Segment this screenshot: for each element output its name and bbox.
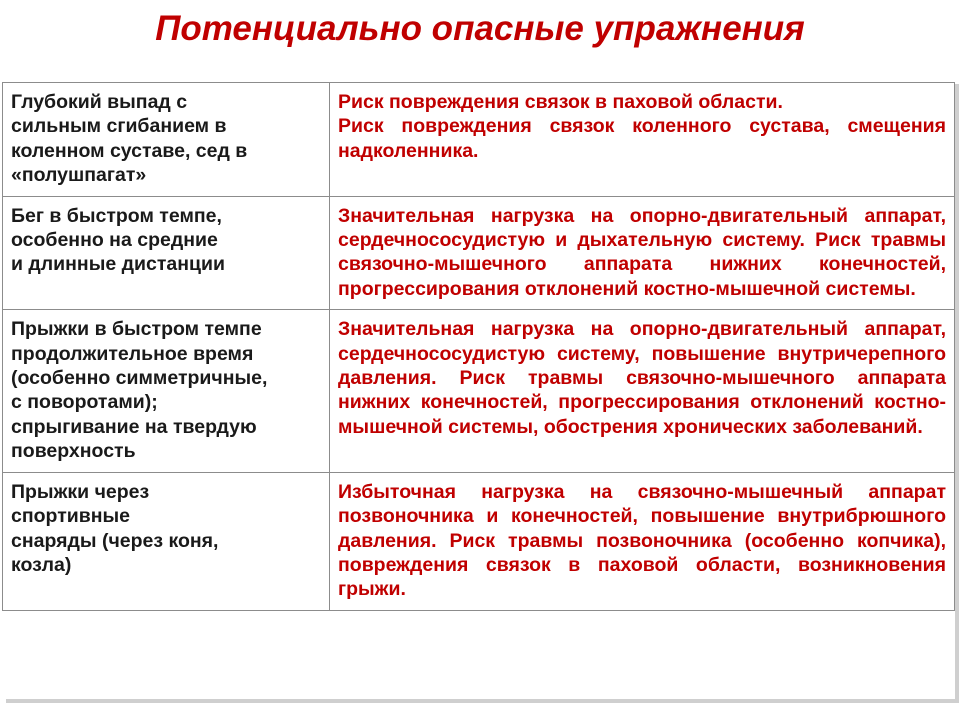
exercise-name: Бег в быстром темпе, особенно на средние и длинные дистанции (11, 204, 225, 276)
table-row (3, 83, 955, 197)
table-row (3, 196, 955, 310)
exercises-table (2, 82, 955, 611)
table-shadow-bottom (6, 699, 959, 703)
risk-cell (330, 310, 955, 472)
risk-text: Риск повреждения связок в паховой области. (338, 91, 783, 113)
table-row (3, 310, 955, 472)
exercise-cell (3, 472, 330, 610)
table-row (3, 472, 955, 610)
table-shadow-right (955, 84, 959, 701)
exercise-cell (3, 83, 330, 197)
risk-text: Избыточная нагрузка на связочно-мышечный аппарат позвоночника и конечностей, повышение внутрибрюшного давления. Риск травмы позвоночника (особенно копчика), повреждения связок в паховой области, возникновения грыжи. (338, 480, 946, 601)
risk-text: Значительная нагрузка на опорно-двигательный аппарат, сердечнососудистую систему, повышение внутричерепного давления. Риск травмы связочно-мышечного аппарата нижних конечностей, прогрессирования отклонений костно-мышечной системы, обострения хронических заболеваний. (338, 318, 946, 438)
exercise-name: Прыжки в быстром темпе продолжительное время (особенно симметричные, с поворотами); спрыгивание на твердую поверхность (11, 318, 268, 463)
exercise-cell (3, 310, 330, 472)
risk-cell (330, 83, 955, 197)
page-title: Потенциально опасные упражнения (155, 9, 805, 48)
risk-cell (330, 196, 955, 310)
exercise-name: Глубокий выпад с сильным сгибанием в коленном суставе, сед в «полушпагат» (11, 91, 248, 187)
risk-cell (330, 472, 955, 610)
exercise-name: Прыжки через спортивные снаряды (через коня, козла) (11, 480, 219, 576)
risk-text: Риск повреждения связок коленного сустава, смещения надколенника. (338, 115, 946, 162)
exercise-cell (3, 196, 330, 310)
risk-text: Значительная нагрузка на опорно-двигательный аппарат, сердечнососудистую и дыхательную систему. Риск травмы связочно-мышечного аппарата нижних конечностей, прогрессирования отклонений костно-мышечной системы. (338, 204, 946, 300)
